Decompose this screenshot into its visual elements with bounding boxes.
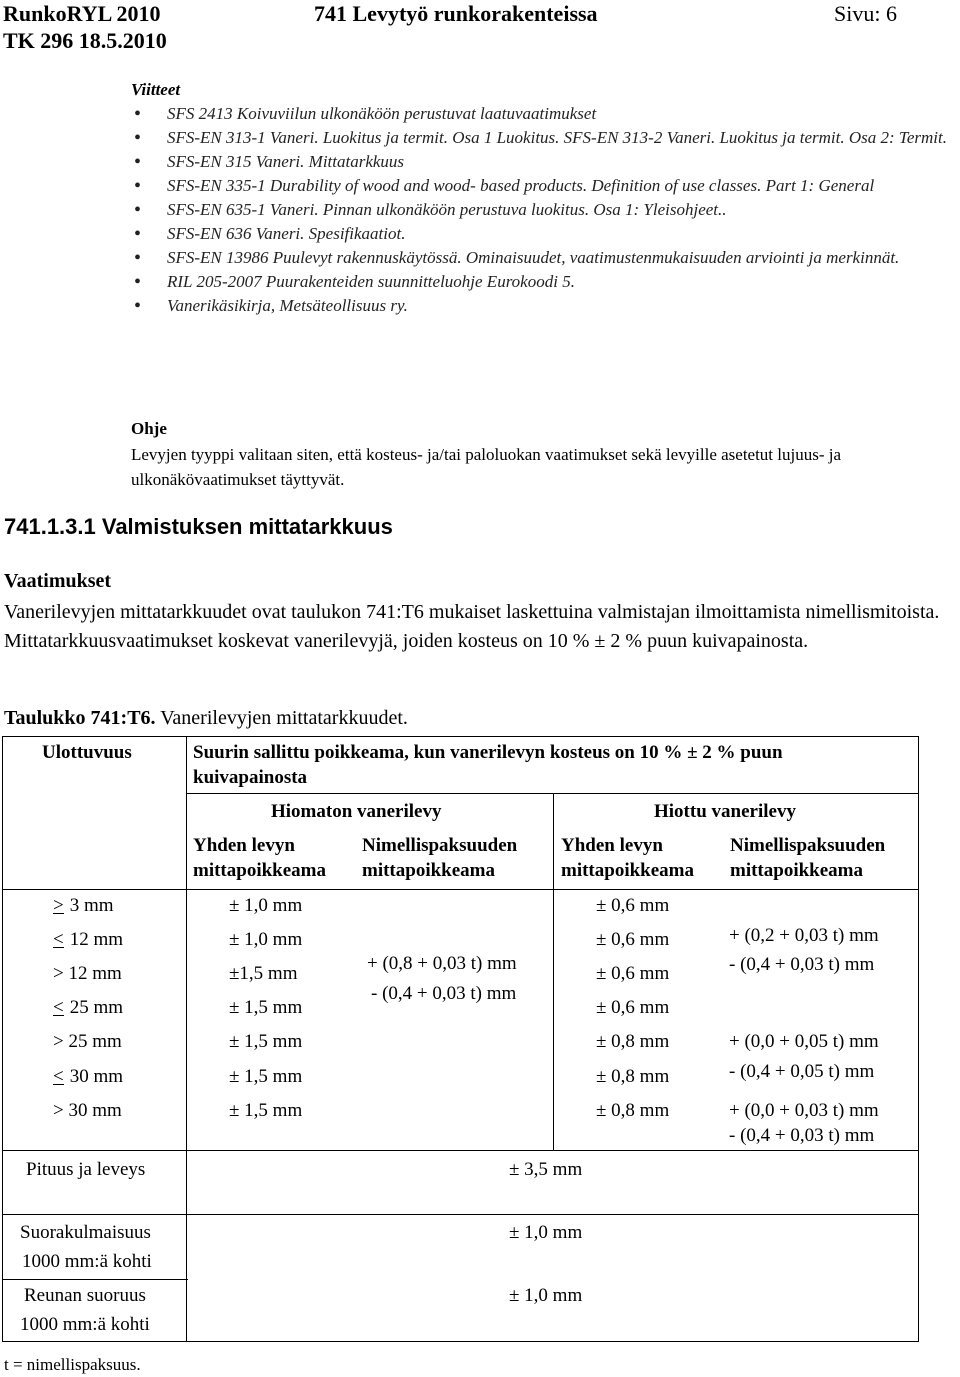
table-rule <box>2 736 3 1342</box>
table-caption-text: Vanerilevyjen mittatarkkuudet. <box>155 707 408 729</box>
table-footnote: t = nimellispaksuus. <box>4 1355 141 1374</box>
table-rule <box>2 1279 188 1280</box>
header-dimension: Ulottuvuus <box>42 742 132 763</box>
section-heading: 741.1.3.1 Valmistuksen mittatarkkuus <box>4 514 393 539</box>
table-rule <box>2 1214 918 1215</box>
sanded-single-value: ± 0,6 mm <box>596 963 670 984</box>
sanded-single-value: ± 0,8 mm <box>596 1066 670 1087</box>
header-page-number: Sivu: 6 <box>834 1 897 26</box>
table-rule <box>2 1341 918 1342</box>
table-row-dimension: < 12 mm <box>53 929 124 950</box>
unsanded-single-value: ± 1,5 mm <box>229 1100 303 1121</box>
length-width-value: ± 3,5 mm <box>509 1159 583 1180</box>
table-caption-label: Taulukko 741:T6. <box>4 707 156 729</box>
table-rule <box>553 793 554 1151</box>
sanded-nominal-minus: - (0,4 + 0,03 t) mm <box>729 1125 875 1146</box>
sanded-single-value: ± 0,8 mm <box>596 1031 670 1052</box>
le-symbol: < <box>53 1066 64 1087</box>
unsanded-single-value: ± 1,5 mm <box>229 1066 303 1087</box>
sanded-nominal-minus: - (0,4 + 0,05 t) mm <box>729 1061 875 1082</box>
table-row-dimension: > 30 mm <box>53 1100 122 1121</box>
table-row-dimension: > 12 mm <box>53 963 122 984</box>
squareness-label: Suorakulmaisuus <box>20 1222 151 1243</box>
unsanded-single-value: ± 1,0 mm <box>229 929 303 950</box>
reference-item: • SFS-EN 636 Vaneri. Spesifikaatiot. <box>131 222 951 246</box>
edge-straightness-label: Reunan suoruus <box>24 1285 146 1306</box>
header-max-deviation: Suurin sallittu poikkeama, kun vanerilevyn kosteus on 10 % ± 2 % puun <box>193 742 783 763</box>
table-row-dimension: > 3 mm <box>53 895 114 916</box>
references-list <box>131 102 951 318</box>
table-rule <box>2 889 918 890</box>
reference-item: • SFS-EN 13986 Puulevyt rakennuskäytössä. Ominaisuudet, vaatimustenmukaisuuden arviointi ja merkinnät. <box>131 246 951 270</box>
guidance-text: Levyjen tyyppi valitaan siten, että kosteus- ja/tai paloluokan vaatimukset sekä levyille asetetut lujuus- ja ulkonäkövaatimukset täyttyvät. <box>131 445 842 489</box>
guidance-title: Ohje <box>131 419 167 438</box>
length-width-label: Pituus ja leveys <box>26 1159 146 1180</box>
header-doc-id: TK 296 18.5.2010 <box>3 28 167 53</box>
unsanded-nominal-minus: - (0,4 + 0,03 t) mm <box>371 983 517 1004</box>
unsanded-single-value: ± 1,5 mm <box>229 997 303 1018</box>
sanded-single-value: ± 0,6 mm <box>596 929 670 950</box>
unsanded-single-value: ± 1,5 mm <box>229 1031 303 1052</box>
sanded-nominal-plus: + (0,2 + 0,03 t) mm <box>729 925 879 946</box>
header-single-deviation: Yhden levyn <box>193 835 295 856</box>
ge-symbol: > <box>53 895 64 916</box>
table-row-dimension: > 25 mm <box>53 1031 122 1052</box>
header-single-deviation-cont: mittapoikkeama <box>561 860 694 881</box>
header-max-deviation-cont: kuivapainosta <box>193 767 308 788</box>
requirements-title: Vaatimukset <box>4 570 112 592</box>
header-unsanded: Hiomaton vanerilevy <box>271 801 442 822</box>
references-title: Viitteet <box>131 80 181 99</box>
reference-item: • Vanerikäsikirja, Metsäteollisuus ry. <box>131 294 951 318</box>
sanded-nominal-minus: - (0,4 + 0,03 t) mm <box>729 954 875 975</box>
edge-straightness-label-cont: 1000 mm:ä kohti <box>20 1314 150 1335</box>
header-nominal-deviation: Nimellispaksuuden <box>730 835 886 856</box>
header-nominal-deviation-cont: mittapoikkeama <box>362 860 495 881</box>
header-nominal-deviation: Nimellispaksuuden <box>362 835 518 856</box>
squareness-value: ± 1,0 mm <box>509 1222 583 1243</box>
unsanded-nominal-plus: + (0,8 + 0,03 t) mm <box>367 953 517 974</box>
requirements-text: Vanerilevyjen mittatarkkuudet ovat taulukon 741:T6 mukaiset laskettuina valmistajan ilmoittamista nimellismitoista. Mittatarkkuusvaatimukset koskevat vanerilevyjä, joiden kosteus on 10 % ± 2 % puun kuivapainosta. <box>4 601 940 652</box>
table-rule <box>2 736 918 737</box>
reference-item: • SFS-EN 635-1 Vaneri. Pinnan ulkonäköön perustuva luokitus. Osa 1: Yleisohjeet.. <box>131 198 951 222</box>
table-row-dimension: < 30 mm <box>53 1066 124 1087</box>
sanded-single-value: ± 0,6 mm <box>596 895 670 916</box>
header-chapter-title: 741 Levytyö runkorakenteissa <box>314 1 598 26</box>
sanded-single-value: ± 0,8 mm <box>596 1100 670 1121</box>
sanded-single-value: ± 0,6 mm <box>596 997 670 1018</box>
header-doc-name: RunkoRYL 2010 <box>3 1 161 26</box>
table-rule <box>918 736 919 1342</box>
squareness-label-cont: 1000 mm:ä kohti <box>22 1251 152 1272</box>
header-single-deviation: Yhden levyn <box>561 835 663 856</box>
reference-item: • SFS 2413 Koivuviilun ulkonäköön perustuvat laatuvaatimukset <box>131 102 951 126</box>
header-single-deviation-cont: mittapoikkeama <box>193 860 326 881</box>
edge-straightness-value: ± 1,0 mm <box>509 1285 583 1306</box>
unsanded-single-value: ±1,5 mm <box>229 963 298 984</box>
reference-item: • SFS-EN 313-1 Vaneri. Luokitus ja termit. Osa 1 Luokitus. SFS-EN 313-2 Vaneri. Luokitus ja termit. Osa 2: Termit. <box>131 126 951 150</box>
le-symbol: < <box>53 929 64 950</box>
le-symbol: < <box>53 997 64 1018</box>
reference-item: • SFS-EN 315 Vaneri. Mittatarkkuus <box>131 150 951 174</box>
header-nominal-deviation-cont: mittapoikkeama <box>730 860 863 881</box>
table-rule <box>2 1150 918 1151</box>
header-sanded: Hiottu vanerilevy <box>654 801 796 822</box>
reference-item: • SFS-EN 335-1 Durability of wood and wood- based products. Definition of use classes. Part 1: General <box>131 174 951 198</box>
sanded-nominal-plus: + (0,0 + 0,05 t) mm <box>729 1031 879 1052</box>
reference-item: • RIL 205-2007 Puurakenteiden suunnitteluohje Eurokoodi 5. <box>131 270 951 294</box>
table-row-dimension: < 25 mm <box>53 997 124 1018</box>
table-rule <box>186 793 918 794</box>
unsanded-single-value: ± 1,0 mm <box>229 895 303 916</box>
table-rule <box>186 736 187 1342</box>
sanded-nominal-plus: + (0,0 + 0,03 t) mm <box>729 1100 879 1121</box>
table-caption <box>4 707 408 730</box>
